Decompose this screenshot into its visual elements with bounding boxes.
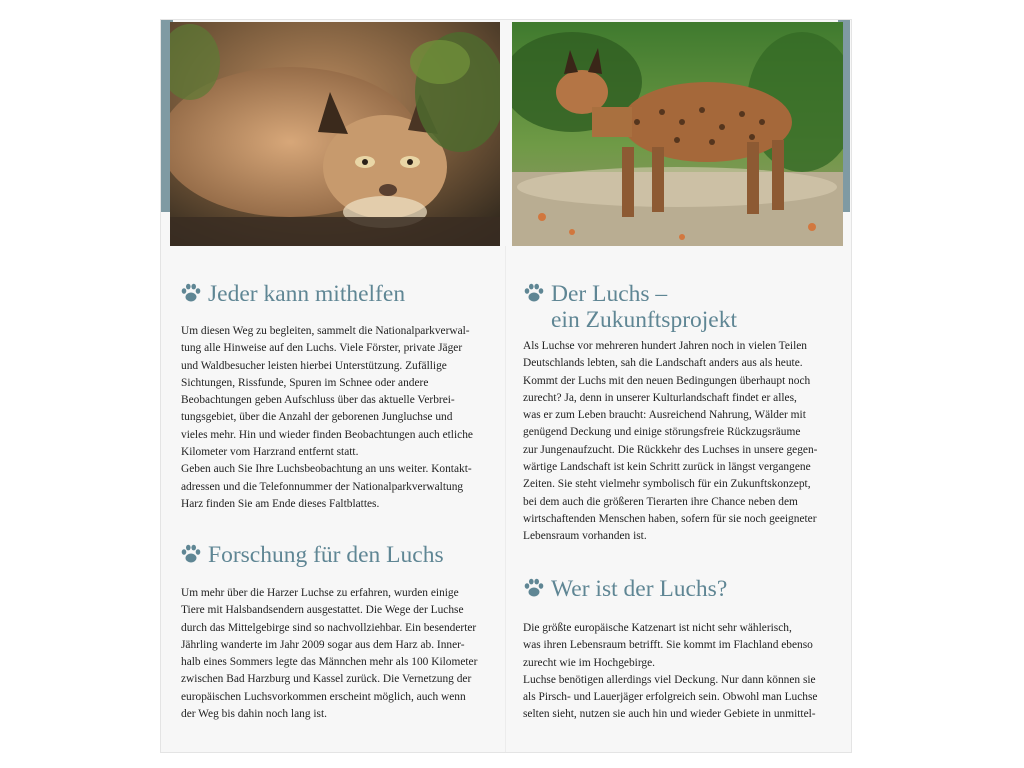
text-line: selten sieht, nutzen sie auch hin und wieder Gebiete in unmittel- [523, 708, 816, 721]
heading-wer-ist-der-luchs [523, 576, 727, 602]
text-line: Um mehr über die Harzer Luchse zu erfahren, wurden einige [181, 587, 459, 599]
text-line: europäischen Luchsvorkommen erscheint möglich, auch wenn [181, 690, 466, 703]
text-line: als Pirsch- und Lauerjäger erfolgreich sein. Obwohl man Luchse [523, 691, 818, 704]
text-line: wirtschaftenden Menschen haben, sofern für sie noch geeigneter [523, 512, 817, 525]
text-line: adressen und die Telefonnummer der Nationalparkverwaltung [181, 480, 464, 493]
text-line: zur Jungenaufzucht. Die Rückkehr des Luchses in unsere gegen- [523, 443, 818, 456]
text-line: zwischen Bad Harzburg und Kassel zurück. Die Vernetzung der [181, 673, 472, 686]
text-line: Als Luchse vor mehreren hundert Jahren noch in vielen Teilen [523, 340, 807, 352]
paw-icon [180, 543, 202, 565]
text-line: halb eines Sommers legte das Männchen mehr als 100 Kilometer [181, 656, 478, 669]
text-line: Deutschlands lebten, sah die Landschaft anders aus als heute. [523, 357, 803, 370]
text-line: Lebensraum vorhanden ist. [523, 530, 647, 543]
text-line: Um diesen Weg zu begleiten, sammelt die Nationalparkverwal- [181, 325, 470, 337]
heading-forschung-fuer-den-luchs [180, 542, 444, 568]
paragraph-jeder-kann-mithelfen [181, 323, 473, 513]
text-line: was er zum Leben braucht: Ausreichend Nahrung, Wälder mit [523, 409, 806, 422]
text-line: genügend Deckung und einige störungsfreie Rückzugsräume [523, 426, 801, 439]
text-line: tungsgebiet, über die Anzahl der geborenen Jungluchse und [181, 411, 453, 424]
text-line: Geben auch Sie Ihre Luchsbeobachtung an uns weiter. Kontakt- [181, 463, 472, 476]
heading-der-luchs-zukunftsprojekt [523, 281, 737, 333]
text-line: und Waldbesucher leisten hierbei Unterstützung. Zufällige [181, 359, 447, 372]
text-line: vieles mehr. Hin und wieder finden Beobachtungen auch etliche [181, 428, 473, 441]
section-title: Der Luchs – ein Zukunftsprojekt [551, 281, 738, 333]
paragraph-forschung-fuer-den-luchs [181, 585, 477, 723]
text-line: was ihren Lebensraum betrifft. Sie kommt im Flachland ebenso [523, 639, 813, 652]
paw-icon [523, 577, 545, 599]
paragraph-der-luchs-zukunftsprojekt [523, 338, 817, 546]
paw-icon [523, 282, 545, 304]
paw-icon [180, 282, 202, 304]
section-title: Jeder kann mithelfen [208, 281, 406, 307]
text-line: Jährling wanderte im Jahr 2009 sogar aus dem Harz ab. Inner- [181, 638, 465, 651]
text-line: Sichtungen, Rissfunde, Spuren im Schnee oder andere [181, 376, 429, 389]
text-line: tung alle Hinweise auf den Luchs. Viele Förster, private Jäger [181, 342, 463, 355]
text-line: Kommt der Luchs mit den neuen Bedingungen überhaupt noch [523, 374, 811, 387]
section-title: Forschung für den Luchs [208, 542, 444, 568]
lynx-crouching-photo [170, 22, 500, 246]
lynx-walking-photo [512, 22, 843, 246]
text-line: der Weg bis dahin noch lang ist. [181, 708, 327, 721]
column-divider [505, 246, 506, 752]
section-title: Wer ist der Luchs? [551, 576, 728, 602]
text-line: Harz finden Sie am Ende dieses Faltblattes. [181, 497, 380, 510]
text-line: Tiere mit Halsbandsendern ausgestattet. Die Wege der Luchse [181, 604, 464, 617]
text-line: Kilometer vom Harzrand entfernt statt. [181, 446, 359, 459]
paragraph-wer-ist-der-luchs [523, 620, 817, 724]
text-line: Beobachtungen geben Aufschluss über das aktuelle Verbrei- [181, 394, 455, 407]
text-line: Zeiten. Sie steht vielmehr symbolisch für ein Zukunftskonzept, [523, 478, 811, 491]
text-line: wärtige Landschaft ist kein Schritt zurück in längst vergangene [523, 461, 811, 474]
text-line: Luchse benötigen allerdings viel Deckung. Nur dann können sie [523, 673, 816, 686]
text-line: bei dem auch die größeren Tierarten ihre Chance neben dem [523, 495, 798, 508]
heading-jeder-kann-mithelfen [180, 281, 405, 307]
text-line: durch das Mittelgebirge sind so nachvollziehbar. Ein besenderter [181, 621, 477, 634]
text-line: zurecht wie im Hochgebirge. [523, 656, 655, 669]
text-line: zurecht? Ja, denn in unserer Kulturlandschaft findet er alles, [523, 391, 797, 404]
text-line: Die größte europäische Katzenart ist nicht sehr wählerisch, [523, 622, 792, 634]
